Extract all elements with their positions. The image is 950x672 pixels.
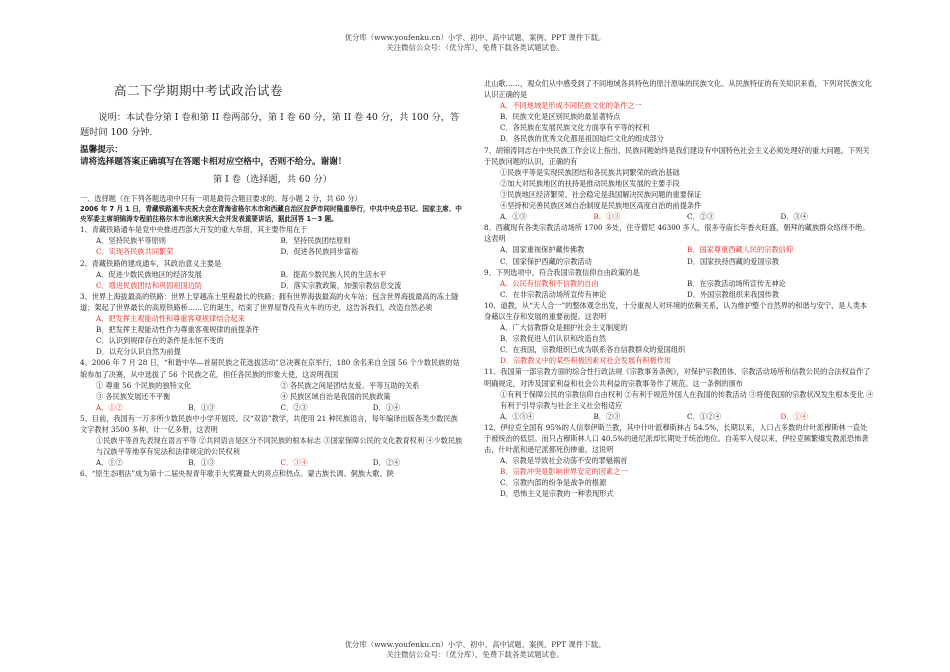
option: C．各民族在发展民族文化方面享有平等的权利: [500, 123, 650, 133]
question-stem: 1、青藏铁路通车是党中央推进西部大开发的重大举措，其主要作用在于: [80, 225, 308, 235]
option: B．民族文化是区别民族的最显著特点: [500, 112, 621, 122]
option: ① 尊重 56 个民族的独特文化: [96, 380, 192, 390]
question: [80, 357, 465, 412]
option-row: [80, 280, 465, 291]
answer-choice: D．①④: [372, 402, 401, 412]
question-stem: 12、伊拉克全国有 95%的人信奉伊斯兰教，其中什叶派穆斯林占 54.5%，长期以来，人口占多数的什叶派穆斯林一直处于被统治的低层。而只占穆斯林人口 40.5%的逊尼派却长期处于统治地位。自美军入侵以来，伊拉克频繁爆发教派恐怖袭击，什叶派和逊尼派都死伤惨重。这说明: [484, 422, 869, 455]
question-stem: 3、世界上海拔最高的铁路：世界上穿越冻土里程最长的铁路；拥有世界海拔最高的火车站；包含世界海拔最高的冻土隧道；架起了世界最长的高原铁路桥……它的诞生，结束了世界屋脊没有火车的历史，这告诉我们，改造自然必须: [80, 291, 459, 312]
option: ② 各民族之间是团结友爱、平等互助的关系: [280, 380, 420, 390]
answer-choice: A．①③④: [500, 411, 534, 421]
option: C．认识到规律存在的条件是永恒不变的: [96, 336, 224, 346]
question: [80, 224, 465, 257]
option: A．不同地域是形成不同民族文化的条件之一: [500, 101, 642, 111]
answer-choice: C．②③: [280, 402, 308, 412]
right-column: [484, 78, 874, 500]
answer-row: [80, 402, 465, 413]
option-row: [80, 269, 465, 280]
option: ①民族平等首先表现在语言平等 ②共同语言是区分不同民族的根本标志 ③国家保障公民的文化教育权利 ④少数民族与汉族平等地享有宪法和法律规定的公民权利: [96, 436, 463, 457]
exam-title: 高二下学期期中考试政治试卷: [114, 83, 284, 98]
option: C．宗教内部的纷争是战争的根源: [500, 478, 607, 488]
question: [484, 267, 874, 300]
part-one-heading: 第 I 卷（选择题，共 60 分）: [213, 174, 332, 186]
option: A．公民有信教和不信教的自由: [500, 278, 599, 288]
footer-line-2: 关注微信公众号：（优分库），免费下载各类试题试卷。: [386, 650, 564, 659]
warm-tip: [80, 144, 465, 168]
question: [484, 422, 874, 500]
section-one-heading: 一、选择题（在下列各题选项中只有一项是最符合题目要求的。每小题 2 分，共 60 分）: [80, 194, 362, 204]
question: [484, 222, 874, 266]
option: D．宗教教义中的某些积极因素对社会发展有积极作用: [500, 356, 672, 366]
answer-row: [484, 211, 874, 222]
option: C．在我国，宗教组织已成为联系各自信教群众的爱国组织: [500, 345, 686, 355]
option: A．广大信教群众是拥护社会主义制度的: [500, 323, 628, 333]
header-line-2: 关注微信公众号：（优分库），免费下载各类试题试卷。: [386, 43, 564, 52]
option-row: [484, 244, 874, 255]
question-stem: 7、胡锦涛同志在中央民族工作会议上指出，民族问题始终是我们建设有中国特色社会主义必须处理好的重大问题。下列关于民族问题的认识，正确的有: [484, 145, 870, 166]
answer-row: [80, 457, 465, 468]
question: [484, 366, 874, 421]
option: D．恐怖主义是宗教的一种表现形式: [500, 489, 614, 499]
option-row: [80, 246, 465, 257]
header-line-1: 优分库（www.youfenku.cn）小学、初中、高中试题、案例、PPT 课件下载。: [344, 33, 606, 42]
option-row: [80, 380, 465, 391]
option: C．增进民族团结和巩固祖国边防: [96, 280, 203, 290]
answer-choice: B．②③: [593, 411, 621, 421]
question: [80, 291, 465, 358]
option-row: [484, 256, 874, 267]
question: [484, 78, 874, 145]
option: B．提高少数民族人民的生活水平: [280, 269, 387, 279]
option: D．各民族的优秀文化都是祖国灿烂文化的组成部分: [500, 134, 664, 144]
left-column: [80, 80, 465, 479]
option: A．宗教是导致社会动荡不安的罪魁祸首: [500, 456, 628, 466]
page-footer: [0, 640, 950, 660]
option: ①民族平等是实现民族团结和各民族共同繁荣的政治基础: [500, 167, 680, 177]
question-stem: 6、“原生态唱法”成为第十二届央视青年歌手大奖赛最大的亮点和热点。蒙古族长调、侗族大歌、陕: [80, 469, 394, 479]
answer-choice: A．①③: [500, 212, 527, 222]
page-header: [0, 33, 950, 53]
question: [80, 413, 465, 468]
answer-choice: D．②④: [372, 458, 401, 468]
option: ③ 各民族发展还不平衡: [96, 391, 171, 401]
option: D．以充分认识自然为前提: [96, 347, 181, 357]
context-note: 2006 年 7 月 1 日，青藏铁路通车庆祝大会在青海省格尔木市和西藏自治区拉萨市同时隆重举行，中共中央总书记、国家主席、中央军委主席胡锦涛专程前往格尔木市出席庆祝大会并发表重要讲话，据此回答 1－3 题。: [80, 205, 462, 224]
option: ④坚持和完善民族区域自治制度是民族地区高度自治的前提条件: [500, 201, 702, 211]
option: B．宗教促进人们认识和改造自然: [500, 334, 606, 344]
question-stem: 11、我国第一部宗教方面的综合性行政法规《宗教事务条例》，对保护宗教团体、宗教活动场所和信教公民的合法权益作了明确规定，对涉及国家利益和社会公共利益的宗教事务作了规范。这一条例的颁布: [484, 367, 871, 388]
option: A．把发挥主观能动性和尊重客观规律结合起来: [96, 314, 245, 324]
right-question-list: [484, 78, 874, 500]
answer-choice: D．③④: [780, 212, 808, 222]
answer-choice: A．①②: [96, 458, 123, 468]
answer-choice: A．①②: [96, 402, 123, 412]
option: ③民族地区经济繁荣、社会稳定是我国解决民族问题的重要保证: [500, 189, 702, 199]
answer-choice: B．①③: [188, 458, 216, 468]
option: D．外国宗教组织来我国传教: [687, 289, 780, 299]
warm-tip-text: 请将选择题答案正确填写在答题卡相对应空格中，否则不给分。谢谢！: [80, 157, 347, 168]
question-stem: 北山歌……，观众们从中感受到了不同地域各具特色的原汁原味的民族文化。从民族特征的有关知识来看，下列对民族文化认识正确的是: [484, 79, 873, 100]
answer-choice: D．①④: [780, 411, 808, 421]
option: C．在非宗教活动场所宣传有神论: [500, 289, 607, 299]
option: ①有利于保障公民的宗教信仰自由权利 ②有利于规范外国人在我国的传教活动 ③将使我国的宗教状况发生根本变化 ④有利于引导宗教与社会主义社会相适应: [500, 389, 874, 410]
warm-tip-title: 温馨提示：: [80, 145, 123, 156]
answer-choice: C．③④: [280, 458, 308, 468]
option-row: [484, 278, 874, 289]
question: [80, 468, 465, 479]
question-stem: 5、目前，我国有一万多所少数民族中小学开展民、汉“双语”教学，共使用 21 种民族语言，每年编译出版各类少数民族文字教材 3500 多种，计一亿多册，这表明: [80, 413, 458, 434]
footer-line-1: 优分库（www.youfenku.cn）小学、初中、高中试题、案例、PPT 课件下载。: [344, 640, 606, 649]
answer-row: [484, 411, 874, 422]
option: D．落实宗教政策，加强宗教信息交流: [280, 280, 402, 290]
left-question-list: [80, 224, 465, 479]
question: [484, 300, 874, 367]
question-stem: 9、下列选项中，符合我国宗教信仰自由政策的是: [484, 267, 640, 277]
question-stem: 8、西藏现有各类宗教活动场所 1700 多处，住寺僧尼 46300 多人，很多寺庙长年香火旺盛，朝拜的藏族群众络绎不绝。这表明: [484, 223, 870, 244]
question-stem: 2、青藏铁路的建成通车，其政治意义主要是: [80, 258, 222, 268]
option: B．宗教冲突是影响世界安定的因素之一: [500, 467, 628, 477]
option: A．促进少数民族地区的经济发展: [96, 269, 202, 279]
option: A．坚持民族平等原则: [96, 236, 166, 246]
option: B．国家尊重西藏人民的宗教信仰: [687, 245, 793, 255]
answer-choice: C．①②④: [687, 411, 722, 421]
question: [80, 258, 465, 291]
option: C．国家保护西藏的宗教活动: [500, 256, 592, 266]
option: A．国家重视保护藏传佛教: [500, 245, 585, 255]
answer-choice: C．②③: [687, 212, 715, 222]
answer-choice: B．①③: [593, 212, 621, 222]
option: B．把发挥主观能动性作为尊重客观规律的前提条件: [96, 325, 260, 335]
option-row: [80, 391, 465, 402]
option: B．在宗教活动场所宣传无神论: [687, 278, 786, 288]
question: [484, 145, 874, 223]
option-row: [80, 235, 465, 246]
exam-intro: 说明：本试卷分第 I 卷和第 II 卷两部分，第 I 卷 60 分，第 II 卷 40 分，共 100 分，答题时间 100 分钟.: [80, 112, 460, 139]
option: ②加大对民族地区的扶持是推动民族地区发展的主要手段: [500, 178, 680, 188]
question-stem: 4、2006 年 7 月 28 日，“和谐中华—首届民族之花选拔活动”总决赛在京举行，180 余名来自全国 56 个少数民族的姑娘参加了决赛，从中选拔了 56 个民族之花，担任各民族的形象大使，这说明我国: [80, 358, 460, 379]
option: C．实现各民族共同繁荣: [96, 247, 174, 257]
option: D．促进各民族同步富裕: [280, 247, 359, 257]
question-stem: 10、道教，从“天人合一”的整体观念出发，十分重视人对环境的依赖关系，认为维护整个自然界的和谐与安宁，是人类本身藉以生存和发展的重要前提。这表明: [484, 300, 868, 321]
option: D．国家扶持西藏的爱国宗教: [687, 256, 780, 266]
option-row: [484, 289, 874, 300]
option: ④ 民族区域自治是我国的民族政策: [280, 391, 391, 401]
option: B．坚持民族团结原则: [280, 236, 351, 246]
answer-choice: B．①③: [188, 402, 216, 412]
